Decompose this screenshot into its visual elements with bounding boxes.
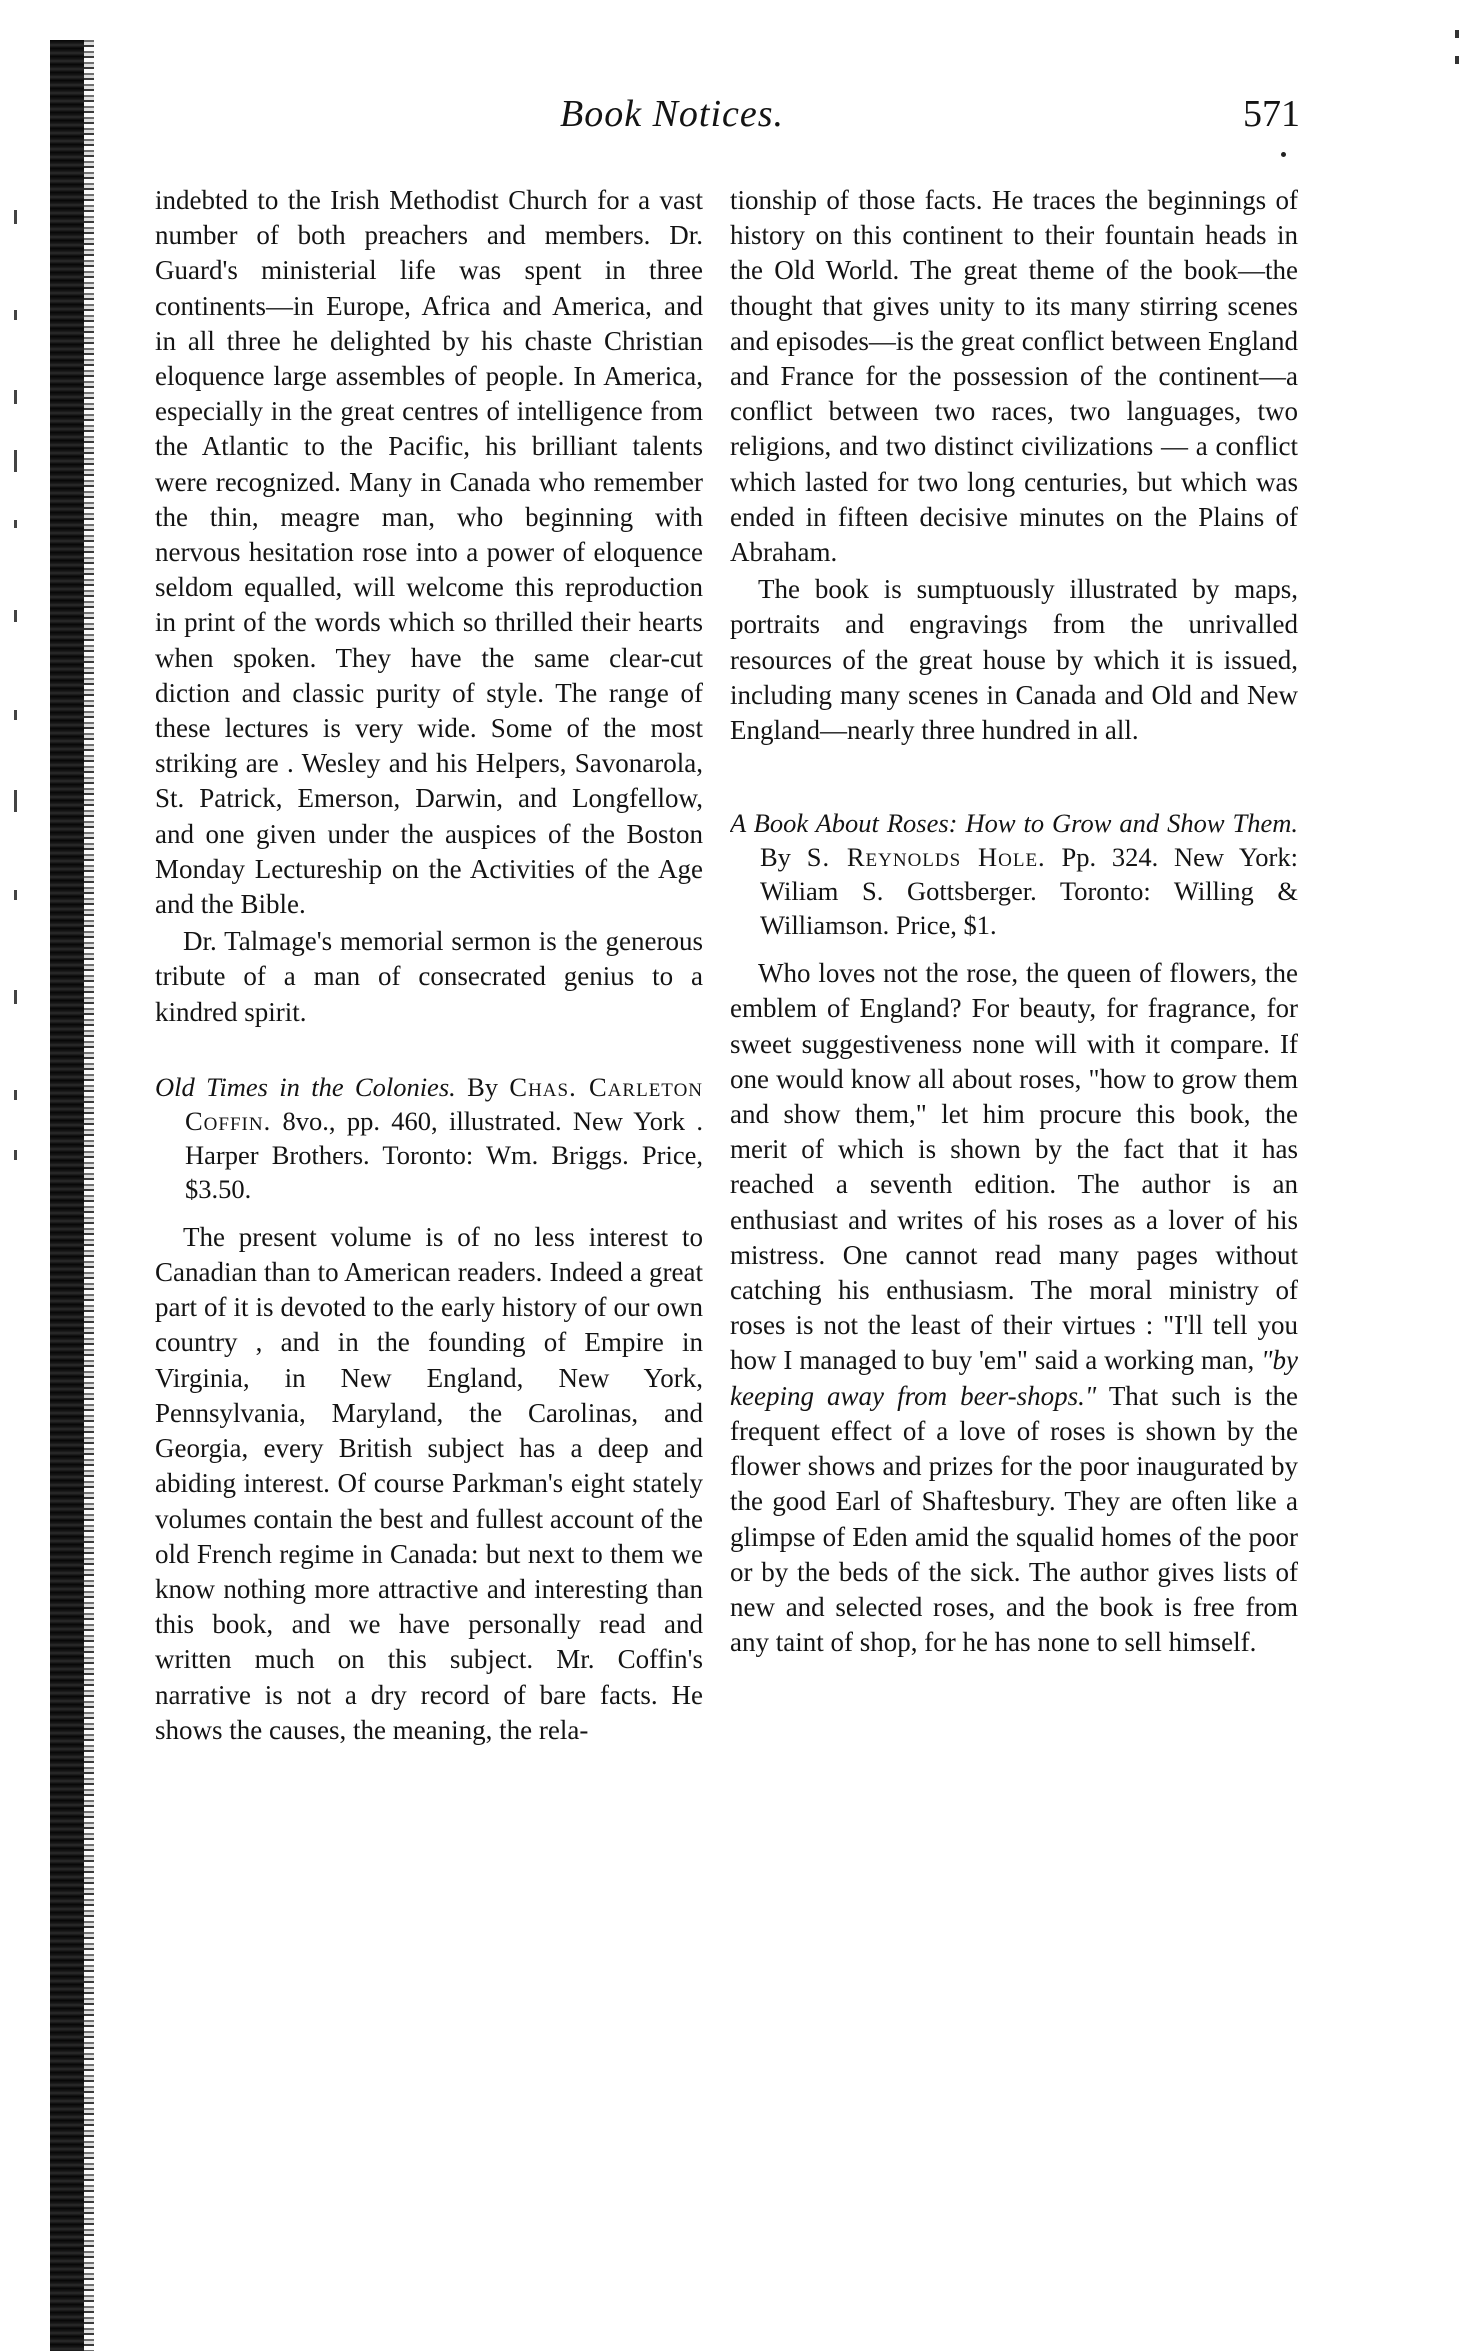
paragraph: indebted to the Irish Methodist Church for a vast number of both preachers and members. Dr. Guard's ministerial life was spent in three continents—in Europe, Africa and America, and in all three he delighted by his chaste Christian eloquence large assembles of people. In America, especially in the great centres of intelligence from the Atlantic to the Pacific, his brilliant talents were recognized. Many in Canada who remember the thin, meagre man, who beginning with nervous hesitation rose into a power of eloquence seldom equalled, will welcome this reproduction in print of the words which so thrilled their hearts when spoken. They have the same clear-cut diction and classic purity of style. The range of these lectures is very wide. Some of the most striking are . Wesley and his Helpers, Savonarola, St. Patrick, Emerson, Darwin, and Longfellow, and one given under the auspices of the Boston Monday Lectureship on the Activities of the Age and the Bible. [155,185,703,920]
book-author: Chas. Carleton Coffin. [185,1071,703,1136]
book-entry [730,806,1298,942]
page-dot [1281,152,1286,157]
left-column [155,183,703,2303]
book-author: S. Reynolds Hole. [806,842,1046,873]
book-by: By [760,842,791,873]
book-details: Pp. 324. New York: Wiliam S. Gottsberger. Toronto: Willing & Williamson. Price, $1. [760,842,1298,941]
running-head: Book Notices. [560,93,785,135]
paragraph-text: Who loves not the rose, the queen of flowers, the emblem of England? For beauty, for fragrance, for sweet suggestiveness none will with it compare. If one would know all about roses, "how to grow them and show them," let him procure this book, the merit of which is shown by the fact that it has reached a seventh edition. The author is an enthusiast and writes of his roses as a lover of his mistress. One cannot read many pages without catching his enthusiasm. The moral ministry of roses is not the least of their virtues : "I'll tell you how I managed to buy 'em" said a working man, [730,958,1298,1376]
book-by: By [467,1071,499,1102]
book-title: Old Times in the Colonies. [155,1071,456,1102]
corner-mark [1455,30,1459,66]
page-number: 571 [1243,93,1300,135]
book-entry [155,1070,703,1206]
paragraph: tionship of those facts. He traces the beginnings of history on this continent to their fountain heads in the Old World. The great theme of the book—the thought that gives unity to its many stirring scenes and episodes—is the great conflict between England and France for the possession of the continent—a conflict between two races, two languages, two religions, and two distinct civilizations — a conflict which lasted for two long centuries, but which was ended in fifteen decisive minutes on the Plains of Abraham. [730,185,1298,568]
paragraph: The present volume is of no less interest to Canadian than to American readers. Indeed a great part of it is devoted to the early history of our own country , and in the founding of Empire in Virginia, in New England, New York, Pennsylvania, Maryland, the Carolinas, and Georgia, every British subject has a deep and abiding interest. Of course Parkman's eight stately volumes contain the best and fullest account of the old French regime in Canada: but next to them we know nothing more attractive and interesting than this book, and we have personally read and written much on this subject. Mr. Coffin's narrative is not a dry record of bare facts. He shows the causes, the meaning, the rela- [155,1221,703,1745]
right-column [730,183,1298,2303]
paragraph: Dr. Talmage's memorial sermon is the generous tribute of a man of consecrated genius to a kindred spirit. [155,926,703,1027]
book-details: 8vo., pp. 460, illustrated. New York . Harper Brothers. Toronto: Wm. Briggs. Price, $3.50. [185,1105,703,1204]
paragraph-text: That such is the frequent effect of a love of roses is shown by the flower shows and prizes for the poor inaugurated by the good Earl of Shaftesbury. They are often like a glimpse of Eden amid the squalid homes of the poor or by the beds of the sick. The author gives lists of new and selected roses, and the book is free from any taint of shop, for he has none to sell himself. [730,1380,1298,1658]
paragraph: The book is sumptuously illustrated by maps, portraits and engravings from the unrivalled resources of the great house by which it is issued, including many scenes in Canada and Old and New England—nearly three hundred in all. [730,574,1298,746]
paragraph [730,956,1298,1660]
page-header [170,92,1300,150]
book-title: A Book About Roses: How to Grow and Show Them. [730,808,1298,839]
page-binding-edge [50,40,94,2351]
italic-quote: "by keeping away from beer-shops." [730,1345,1298,1411]
margin-marks [6,190,32,1190]
